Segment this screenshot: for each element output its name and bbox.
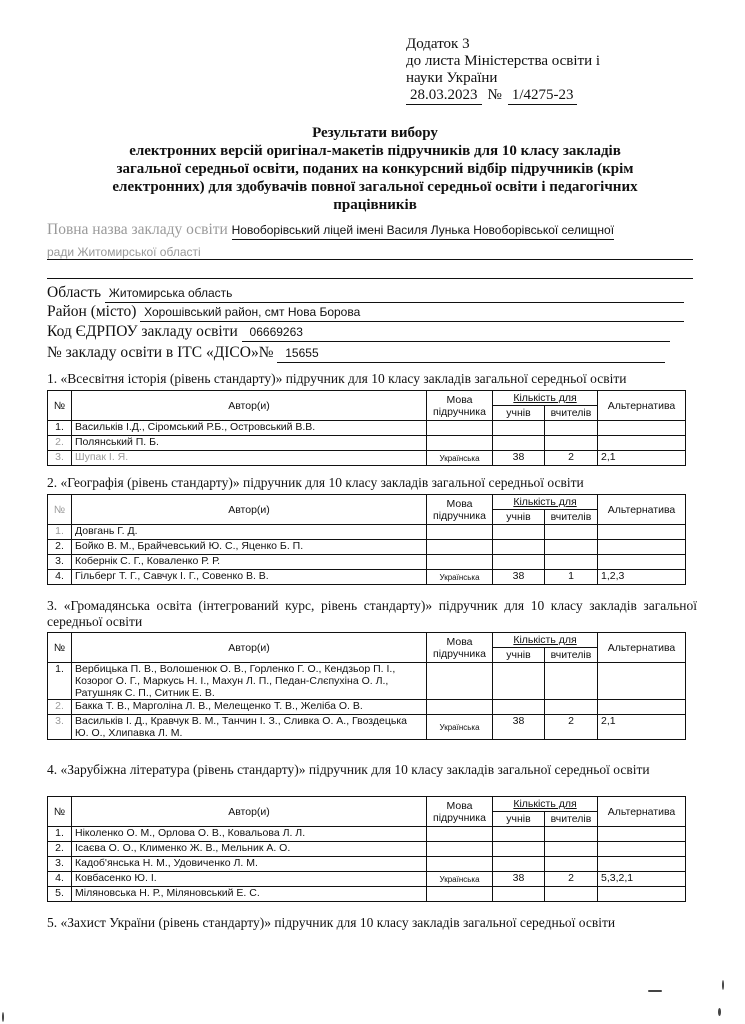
edrpou-label: Код ЄДРПОУ закладу освіти (47, 323, 238, 340)
school-full-name-value-2: ради Житомирської області (47, 245, 201, 259)
letter-number: 1/4275-23 (508, 87, 578, 105)
table-row (48, 421, 686, 436)
row-alt: 2,1 (598, 451, 686, 466)
row-num: 2. (48, 540, 72, 555)
scan-mark (718, 1008, 721, 1016)
title-line-5: працівників (333, 197, 417, 213)
col-students: учнів (493, 648, 545, 663)
row-students (493, 540, 545, 555)
row-alt (598, 827, 686, 842)
row-num: 3. (48, 715, 72, 740)
edrpou-value: 06669263 (242, 323, 670, 342)
table-row (48, 887, 686, 902)
oblast-value: Житомирська область (105, 284, 684, 303)
number-sign: № (487, 87, 502, 103)
table-row (48, 663, 686, 700)
col-author: Автор(и) (72, 633, 427, 663)
row-teachers (545, 842, 598, 857)
row-teachers (545, 540, 598, 555)
row-lang (427, 842, 493, 857)
row-alt (598, 857, 686, 872)
table-row (48, 715, 686, 740)
row-students (493, 555, 545, 570)
row-students (493, 663, 545, 700)
table-row (48, 700, 686, 715)
section-4-table (47, 796, 686, 902)
appendix-header (406, 36, 600, 105)
section-1-table (47, 390, 686, 466)
col-alt: Альтернатива (598, 633, 686, 663)
row-alt (598, 525, 686, 540)
section-3-title: 3. «Громадянська освіта (інтегрований курс, рівень стандарту)» підручник для 10 класу закладів загальної середньої освіти (47, 598, 697, 629)
itc-value: 15655 (277, 344, 665, 363)
col-num: № (48, 633, 72, 663)
col-lang: Мова підручника (427, 633, 493, 663)
row-num: 3. (48, 857, 72, 872)
row-author: Ковбасенко Ю. І. (72, 872, 427, 887)
section-5-title: 5. «Захист України (рівень стандарту)» підручник для 10 класу закладів загальної середньої освіти (47, 915, 616, 930)
section-3-table (47, 632, 686, 740)
row-author: Бакка Т. В., Марголіна Л. В., Мелещенко Т. В., Желіба О. В. (72, 700, 427, 715)
row-author: Кадоб'янська Н. М., Удовиченко Л. М. (72, 857, 427, 872)
row-alt (598, 436, 686, 451)
row-teachers (545, 421, 598, 436)
row-alt: 1,2,3 (598, 570, 686, 585)
col-qty: Кількість для (493, 495, 598, 510)
col-author: Автор(и) (72, 391, 427, 421)
title-line-2: електронних версій оригінал-макетів підручників для 10 класу закладів (129, 143, 621, 159)
oblast-label: Область (47, 284, 102, 301)
row-lang (427, 827, 493, 842)
row-author: Васильків І.Д., Сіромський Р.Б., Островський В.В. (72, 421, 427, 436)
row-num: 1. (48, 827, 72, 842)
row-author: Бойко В. М., Брайчевський Ю. С., Яценко Б. П. (72, 540, 427, 555)
col-qty: Кількість для (493, 391, 598, 406)
rayon-row (47, 303, 684, 322)
row-alt: 2,1 (598, 715, 686, 740)
row-num: 4. (48, 570, 72, 585)
row-lang: Українська (427, 715, 493, 740)
table-row (48, 540, 686, 555)
table-row (48, 827, 686, 842)
row-students: 38 (493, 715, 545, 740)
col-lang: Мова підручника (427, 495, 493, 525)
col-teachers: вчителів (545, 406, 598, 421)
scan-mark (2, 1012, 4, 1022)
row-num: 3. (48, 555, 72, 570)
document-title (60, 124, 690, 214)
appendix-line-2: до листа Міністерства освіти і (406, 53, 601, 69)
row-lang: Українська (427, 872, 493, 887)
row-lang (427, 525, 493, 540)
row-students (493, 421, 545, 436)
row-author: Міляновська Н. Р., Міляновський Е. С. (72, 887, 427, 902)
scan-mark (722, 980, 724, 990)
row-num: 5. (48, 887, 72, 902)
title-line-3: загальної середньої освіти, поданих на конкурсний відбір підручників (крім (116, 161, 634, 177)
row-author: Кобернік С. Г., Коваленко Р. Р. (72, 555, 427, 570)
scan-mark (648, 990, 662, 992)
row-students (493, 700, 545, 715)
table-row (48, 872, 686, 887)
col-author: Автор(и) (72, 797, 427, 827)
row-teachers (545, 827, 598, 842)
table-row (48, 857, 686, 872)
row-num: 1. (48, 421, 72, 436)
table-row (48, 555, 686, 570)
row-alt (598, 700, 686, 715)
row-alt (598, 887, 686, 902)
section-1-title: 1. «Всесвітня історія (рівень стандарту)» підручник для 10 класу закладів загальної середньої освіти (47, 371, 627, 386)
itc-label: № закладу освіти в ІТС «ДІСО»№ (47, 344, 274, 361)
col-qty: Кількість для (493, 797, 598, 812)
col-lang: Мова підручника (427, 797, 493, 827)
row-teachers (545, 700, 598, 715)
row-teachers (545, 525, 598, 540)
row-students (493, 842, 545, 857)
row-students: 38 (493, 570, 545, 585)
row-num: 2. (48, 842, 72, 857)
row-lang (427, 887, 493, 902)
row-lang (427, 555, 493, 570)
row-students (493, 857, 545, 872)
school-full-name-label: Повна назва закладу освіти (47, 221, 228, 238)
rayon-label: Район (місто) (47, 303, 137, 320)
row-lang (427, 700, 493, 715)
row-num: 2. (48, 436, 72, 451)
appendix-line-3: науки України (406, 70, 498, 86)
row-num: 1. (48, 663, 72, 700)
col-lang: Мова підручника (427, 391, 493, 421)
row-students (493, 827, 545, 842)
col-alt: Альтернатива (598, 495, 686, 525)
col-students: учнів (493, 812, 545, 827)
letter-date: 28.03.2023 (406, 87, 482, 105)
row-alt (598, 663, 686, 700)
section-4-title: 4. «Зарубіжна література (рівень стандарту)» підручник для 10 класу закладів загальної середньої освіти (47, 762, 650, 777)
col-alt: Альтернатива (598, 391, 686, 421)
letter-reference (406, 87, 600, 105)
row-alt: 5,3,2,1 (598, 872, 686, 887)
row-author: Полянський П. Б. (72, 436, 427, 451)
row-teachers: 2 (545, 715, 598, 740)
appendix-line-1: Додаток 3 (406, 36, 470, 52)
school-full-name-row (47, 221, 614, 240)
row-teachers (545, 887, 598, 902)
section-2-title: 2. «Географія (рівень стандарту)» підручник для 10 класу закладів загальної середньої освіти (47, 475, 584, 490)
col-num: № (48, 391, 72, 421)
row-num: 4. (48, 872, 72, 887)
row-teachers (545, 663, 598, 700)
school-full-name-value: Новоборівський ліцей імені Василя Лунька Новоборівської селищної (232, 221, 614, 240)
edrpou-row (47, 323, 670, 342)
oblast-row (47, 284, 684, 303)
row-students: 38 (493, 872, 545, 887)
row-lang (427, 663, 493, 700)
table-row (48, 842, 686, 857)
row-students (493, 887, 545, 902)
col-students: учнів (493, 510, 545, 525)
row-author: Ніколенко О. М., Орлова О. В., Ковальова Л. Л. (72, 827, 427, 842)
row-teachers (545, 555, 598, 570)
col-num: № (48, 797, 72, 827)
row-alt (598, 555, 686, 570)
row-author: Шупак І. Я. (72, 451, 427, 466)
table-row (48, 436, 686, 451)
row-author: Вербицька П. В., Волошенюк О. В., Горленко Г. О., Кендзьор П. І., Козорог О. Г., Маркусь Н. І., Махун Л. П., Педан-Слєпухіна О. Л., Ратушняк С. П., Ситник Е. В. (72, 663, 427, 700)
row-teachers: 1 (545, 570, 598, 585)
row-lang (427, 540, 493, 555)
col-qty: Кількість для (493, 633, 598, 648)
row-author: Гільберг Т. Г., Савчук І. Г., Совенко В. В. (72, 570, 427, 585)
row-teachers: 2 (545, 451, 598, 466)
row-lang: Українська (427, 570, 493, 585)
row-lang: Українська (427, 451, 493, 466)
row-students: 38 (493, 451, 545, 466)
col-teachers: вчителів (545, 510, 598, 525)
row-author: Ісаєва О. О., Клименко Ж. В., Мельник А. О. (72, 842, 427, 857)
row-lang (427, 857, 493, 872)
section-2-table (47, 494, 686, 585)
col-num: № (48, 495, 72, 525)
table-row (48, 451, 686, 466)
col-students: учнів (493, 406, 545, 421)
row-lang (427, 421, 493, 436)
row-teachers (545, 436, 598, 451)
divider-line (47, 259, 693, 260)
row-alt (598, 842, 686, 857)
table-row (48, 525, 686, 540)
rayon-value: Хорошівський район, смт Нова Борова (140, 303, 684, 322)
col-author: Автор(и) (72, 495, 427, 525)
itc-row (47, 344, 665, 363)
table-row (48, 570, 686, 585)
col-alt: Альтернатива (598, 797, 686, 827)
row-author: Васильків І. Д., Кравчук В. М., Танчин І. З., Сливка О. А., Гвоздецька Ю. О., Хлипавка Л. М. (72, 715, 427, 740)
row-alt (598, 421, 686, 436)
row-author: Довгань Г. Д. (72, 525, 427, 540)
row-num: 3. (48, 451, 72, 466)
row-students (493, 436, 545, 451)
row-teachers: 2 (545, 872, 598, 887)
divider-line (47, 278, 693, 279)
row-lang (427, 436, 493, 451)
col-teachers: вчителів (545, 648, 598, 663)
row-students (493, 525, 545, 540)
row-num: 2. (48, 700, 72, 715)
title-line-4: електронних) для здобувачів повної загальної середньої освіти і педагогічних (112, 179, 638, 195)
row-teachers (545, 857, 598, 872)
title-line-1: Результати вибору (312, 125, 438, 141)
row-alt (598, 540, 686, 555)
row-num: 1. (48, 525, 72, 540)
col-teachers: вчителів (545, 812, 598, 827)
